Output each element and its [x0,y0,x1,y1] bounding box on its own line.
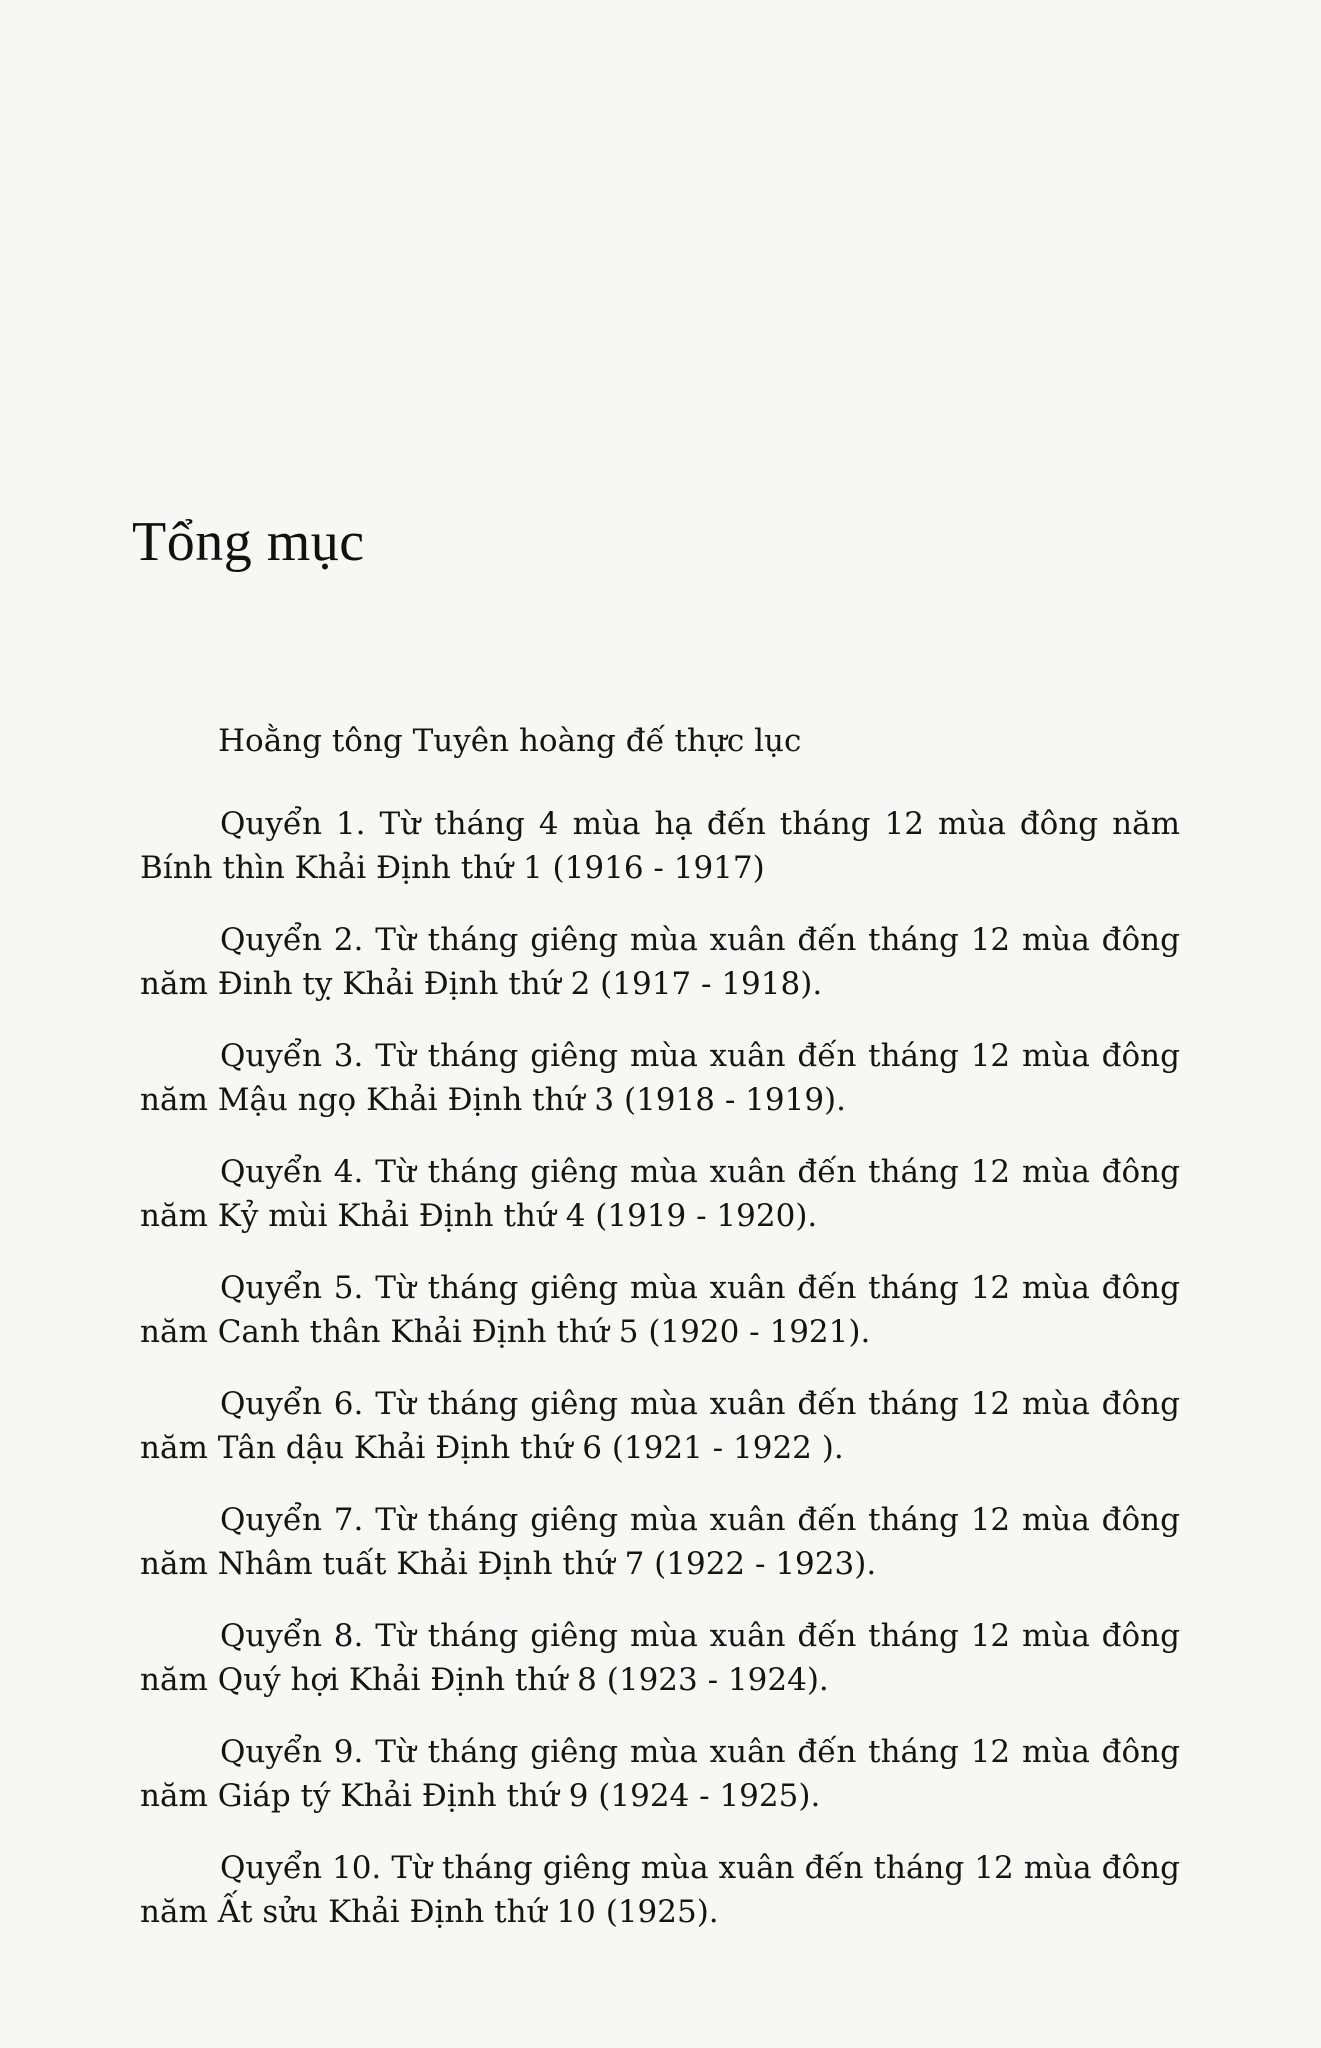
page-title: Tổng mục [132,511,365,573]
toc-entry-10: Quyển 10. Từ tháng giêng mùa xuân đến tháng 12 mùa đông năm Ất sửu Khải Định thứ 10 (1925). [140,1850,1180,1930]
toc-entry-4: Quyển 4. Từ tháng giêng mùa xuân đến tháng 12 mùa đông năm Kỷ mùi Khải Định thứ 4 (1919 - 1920). [140,1154,1180,1234]
toc-entry-9: Quyển 9. Từ tháng giêng mùa xuân đến tháng 12 mùa đông năm Giáp tý Khải Định thứ 9 (1924 - 1925). [140,1734,1180,1814]
toc-entry-5: Quyển 5. Từ tháng giêng mùa xuân đến tháng 12 mùa đông năm Canh thân Khải Định thứ 5 (1920 - 1921). [140,1270,1180,1350]
toc-intro: Hoằng tông Tuyên hoàng đế thực lục [218,723,802,759]
toc-entry-3: Quyển 3. Từ tháng giêng mùa xuân đến tháng 12 mùa đông năm Mậu ngọ Khải Định thứ 3 (1918 - 1919). [140,1038,1180,1118]
toc-entry-2: Quyển 2. Từ tháng giêng mùa xuân đến tháng 12 mùa đông năm Đinh tỵ Khải Định thứ 2 (1917 - 1918). [140,922,1180,1002]
toc-entry-6: Quyển 6. Từ tháng giêng mùa xuân đến tháng 12 mùa đông năm Tân dậu Khải Định thứ 6 (1921 - 1922 ). [140,1386,1180,1466]
toc-entry-1: Quyển 1. Từ tháng 4 mùa hạ đến tháng 12 mùa đông năm Bính thìn Khải Định thứ 1 (1916 - 1917) [140,806,1180,886]
toc-entry-8: Quyển 8. Từ tháng giêng mùa xuân đến tháng 12 mùa đông năm Quý hợi Khải Định thứ 8 (1923 - 1924). [140,1618,1180,1698]
toc-entry-7: Quyển 7. Từ tháng giêng mùa xuân đến tháng 12 mùa đông năm Nhâm tuất Khải Định thứ 7 (1922 - 1923). [140,1502,1180,1582]
table-of-contents [140,720,1180,1934]
